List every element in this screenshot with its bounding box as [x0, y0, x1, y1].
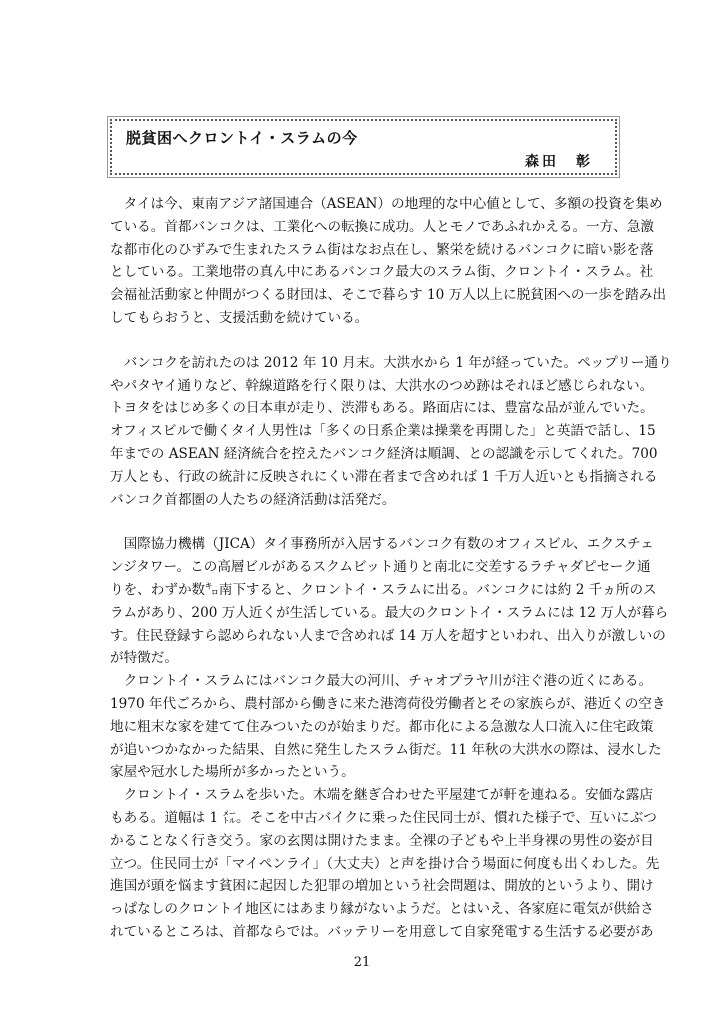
text-line: りを、わずか数㌔南下すると、クロントイ・スラムに出る。バンコクには約 2 千ヵ所のス — [110, 581, 657, 598]
paragraph-2 — [110, 352, 672, 512]
text-line: 1970 年代ごろから、農村部から働きに来た港湾荷役労働者とその家族らが、港近くの空き — [110, 695, 666, 712]
text-line: ラムがあり、200 万人近くが生活している。最大のクロントイ・スラムには 12 万人が暮ら — [110, 604, 669, 621]
text-line: やパタヤイ通りなど、幹線道路を行く限りは、大洪水のつめ跡はそれほど感じられない。 — [110, 377, 654, 394]
text-line: バンコクを訪れたのは 2012 年 10 月末。大洪水から 1 年が経っていた。ペップリー通り — [110, 354, 672, 371]
paragraph-5 — [110, 784, 660, 944]
text-line: タイは今、東南アジア諸国連合（ASEAN）の地理的な中心値として、多額の投資を集め — [110, 196, 663, 212]
title-box — [110, 119, 617, 175]
text-line: もある。道幅は 1 ㍍。そこを中古バイクに乗った住民同士が、慣れた様子で、互いにぶつ — [110, 809, 657, 826]
text-line: が追いつかなかった結果、自然に発生したスラム街だ。11 年秋の大洪水の際は、浸水した — [110, 741, 662, 758]
text-line: 国際協力機構（JICA）タイ事務所が入居するバンコク有数のオフィスビル、エクスチェ — [110, 536, 654, 553]
text-line: かることなく行き交う。家の玄関は開けたまま。全裸の子どもや上半身裸の男性の姿が目 — [110, 832, 654, 849]
author-name: 森田 彰 — [525, 154, 593, 170]
text-line: クロントイ・スラムにはバンコク最大の河川、チャオプラヤ川が注ぐ港の近くにある。 — [110, 673, 653, 690]
text-line: としている。工業地帯の真ん中にあるバンコク最大のスラム街、クロントイ・スラム。社 — [110, 264, 654, 281]
text-line: 家屋や冠水した場所が多かったという。 — [110, 764, 355, 781]
text-line: 万人とも、行政の統計に反映されにくい滞在者まで含めれば 1 千万人近いとも指摘される — [110, 468, 658, 485]
text-line: クロントイ・スラムを歩いた。木端を継ぎ合わせた平屋建てが軒を連ねる。安価な露店 — [110, 787, 653, 804]
paragraph-4 — [110, 670, 666, 784]
text-line: 地に粗末な家を建てて住みついたのが始まりだ。都市化による急激な人口流入に住宅政策 — [110, 718, 654, 735]
paragraph-gap — [110, 330, 618, 352]
text-line: してもらおうと、支援活動を続けている。 — [110, 309, 369, 326]
text-line: オフィスビルで働くタイ人男性は「多くの日系企業は操業を再開した」と英語で話し、15 — [110, 423, 656, 440]
text-line: が特徴だ。 — [110, 650, 178, 667]
text-line: っぱなしのクロントイ地区にはあまり縁がないようだ。とはいえ、各家庭に電気が供給さ — [110, 901, 654, 918]
text-line: な都市化のひずみで生まれたスラム街はなお点在し、繁栄を続けるバンコクに暗い影を落 — [110, 241, 654, 258]
text-line: 進国が頭を悩ます貧困に起因した犯罪の増加という社会問題は、開放的というより、開け — [110, 878, 654, 895]
paragraph-3 — [110, 533, 669, 670]
text-line: 立つ。住民同士が「マイペンライ」（大丈夫）と声を掛け合う場面に何度も出くわした。先 — [110, 855, 660, 872]
text-line: す。住民登録すら認められない人まで含めれば 14 万人を超すといわれ、出入りが激しいの — [110, 627, 666, 644]
text-line: ンジタワー。この高層ビルがあるスクムビット通りと南北に交差するラチャダピセーク通 — [110, 559, 651, 576]
article-body — [110, 193, 672, 944]
text-line: ている。首都バンコクは、工業化への転換に成功。人とモノであふれかえる。一方、急激 — [110, 218, 655, 235]
text-line: れているところは、首都ならでは。バッテリーを用意して自家発電する生活する必要があ — [110, 923, 654, 940]
page-number: 21 — [353, 955, 371, 970]
text-line: トヨタをはじめ多くの日本車が走り、渋滞もある。路面店には、豊富な品が並んでいた。 — [110, 400, 654, 417]
article-title: 脱貧困へクロントイ・スラムの今 — [126, 129, 358, 147]
paragraph-1 — [110, 193, 667, 330]
text-line: 年までの ASEAN 経済統合を控えたバンコク経済は順調、との認識を示してくれた。700 — [110, 445, 658, 462]
text-line: 会福祉活動家と仲間がつくる財団は、そこで暮らす 10 万人以上に脱貧困への一歩を踏み出 — [110, 287, 667, 304]
paragraph-gap — [110, 511, 618, 533]
text-line: バンコク首都圏の人たちの経済活動は活発だ。 — [110, 491, 396, 508]
